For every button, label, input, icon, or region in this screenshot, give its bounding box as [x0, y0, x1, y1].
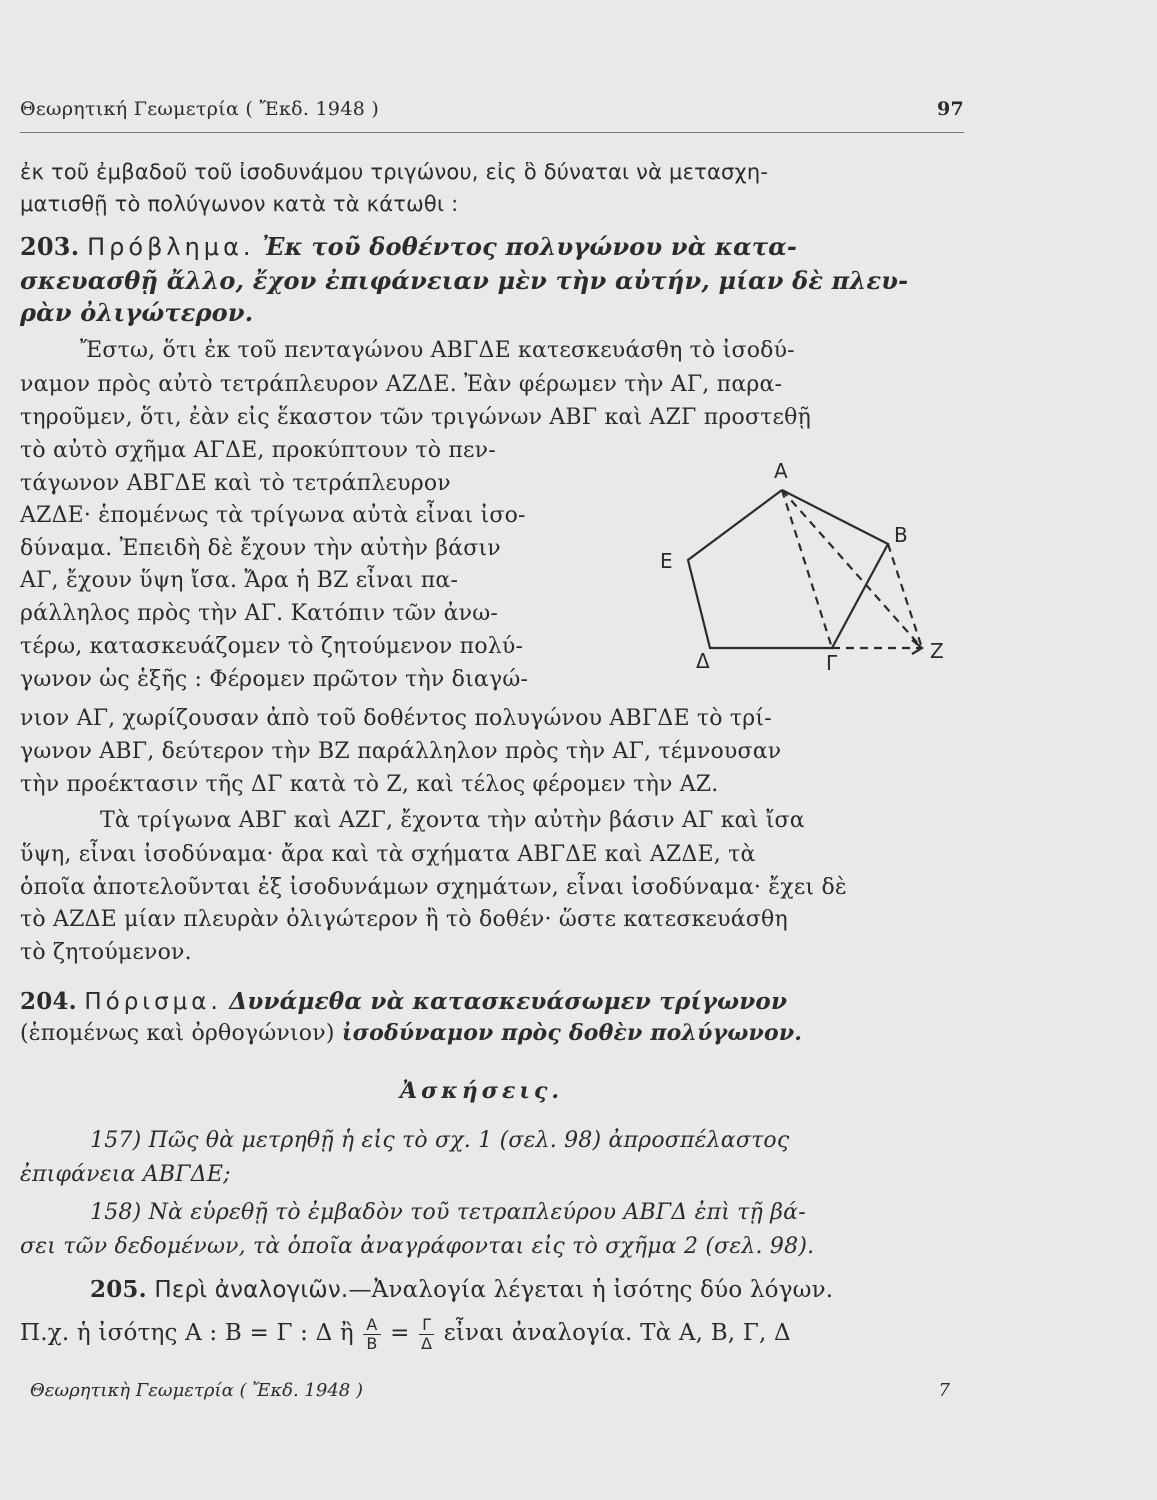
section-205-line	[20, 1316, 791, 1352]
intro-line: ἐκ τοῦ ἐμβαδοῦ τοῦ ἰσοδυνάμου τριγώνου, εἰς ὃ δύναται νὰ μετασχη-	[20, 160, 769, 184]
body-line: Ἔστω, ὅτι ἐκ τοῦ πενταγώνου ΑΒΓΔΕ κατεσκευάσθη τὸ ἰσοδύ-	[80, 338, 795, 363]
running-title: Θεωρητική Γεωμετρία ( Ἔκδ. 1948 )	[20, 98, 380, 120]
label-z: Ζ	[930, 639, 944, 663]
section-205-heading	[90, 1276, 833, 1303]
page-number: 97	[936, 98, 964, 120]
body-line: δύναμα. Ἐπειδὴ δὲ ἔχουν τὴν αὐτὴν βάσιν	[20, 536, 501, 561]
exercise-158: 158) Νὰ εὑρεθῇ τὸ ἐμβαδὸν τοῦ τετραπλεύρου ΑΒΓΔ ἐπὶ τῇ βά-	[90, 1200, 806, 1225]
body-line: ναμον πρὸς αὐτὸ τετράπλευρον ΑΖΔΕ. Ἐὰν φέρωμεν τὴν ΑΓ, παρα-	[20, 372, 783, 397]
page-footer	[30, 1380, 950, 1401]
pentagon-outline	[688, 490, 888, 648]
body-line: ὕψη, εἶναι ἰσοδύναμα· ἄρα καὶ τὰ σχήματα ΑΒΓΔΕ καὶ ΑΖΔΕ, τὰ	[20, 842, 756, 867]
body-line: τέρω, κατασκευάζομεν τὸ ζητούμενον πολύ-	[20, 634, 524, 659]
porisma-number: 204.	[20, 988, 77, 1015]
body-line: γωνον ΑΒΓ, δεύτερον τὴν ΒΖ παράλληλον πρὸς τὴν ΑΓ, τέμνουσαν	[20, 739, 782, 764]
fraction-a-over-b: $\frac{A}{B}$	[363, 1316, 380, 1352]
header-rule	[20, 132, 964, 133]
problem-statement: ρὰν ὀλιγώτερον.	[20, 298, 254, 327]
exercises-title: Ἀσκήσεις.	[400, 1078, 564, 1104]
problem-number: 203.	[20, 232, 80, 261]
problem-statement: Ἐκ τοῦ δοθέντος πολυγώνου νὰ κατα-	[262, 232, 798, 261]
body-line: γωνον ὡς ἑξῆς : Φέρομεν πρῶτον τὴν διαγώ-	[20, 667, 529, 692]
segment-az	[782, 490, 922, 648]
problem-heading	[20, 232, 797, 261]
label-e: Ε	[660, 549, 673, 573]
body-line: τὴν προέκτασιν τῆς ΔΓ κατὰ τὸ Ζ, καὶ τέλος φέρομεν τὴν ΑΖ.	[20, 772, 719, 797]
porisma-heading	[20, 988, 787, 1015]
signature-mark: 7	[938, 1380, 950, 1401]
porisma-note: (ἑπομένως καὶ ὀρθογώνιον)	[20, 1021, 335, 1046]
proportion-text: Π.χ. ἡ ἰσότης Α : Β = Γ : Δ ἢ	[20, 1320, 354, 1347]
problem-statement: σκευασθῇ ἄλλο, ἔχον ἐπιφάνειαν μὲν τὴν αὐτήν, μίαν δὲ πλευ-	[20, 266, 909, 295]
porisma-statement: ἰσοδύναμον πρὸς δοθὲν πολύγωνον.	[341, 1020, 803, 1046]
label-d: Δ	[696, 649, 710, 673]
body-line: τηροῦμεν, ὅτι, ἐὰν εἰς ἕκαστον τῶν τριγώνων ΑΒΓ καὶ ΑΖΓ προστεθῇ	[20, 405, 811, 430]
label-b: Β	[894, 523, 908, 547]
label-a: Α	[774, 460, 788, 483]
body-line: ὁποῖα ἀποτελοῦνται ἐξ ἰσοδυνάμων σχημάτων, εἶναι ἰσοδύναμα· ἔχει δὲ	[20, 875, 847, 900]
label-g: Γ	[826, 651, 838, 675]
body-line: νιον ΑΓ, χωρίζουσαν ἀπὸ τοῦ δοθέντος πολυγώνου ΑΒΓΔΕ τὸ τρί-	[20, 706, 772, 731]
pentagon-diagram	[660, 460, 950, 690]
porisma-statement: Δυνάμεθα νὰ κατασκευάσωμεν τρίγωνον	[229, 988, 788, 1015]
pentagon-figure	[660, 460, 950, 690]
exercise-158: σει τῶν δεδομένων, τὰ ὁποῖα ἀναγράφονται εἰς τὸ σχῆμα 2 (σελ. 98).	[20, 1234, 815, 1259]
proportion-text: εἶναι ἀναλογία. Τὰ Α, Β, Γ, Δ	[443, 1320, 791, 1347]
footer-title: Θεωρητικὴ Γεωμετρία ( Ἔκδ. 1948 )	[30, 1380, 363, 1401]
intro-line: ματισθῇ τὸ πολύγωνον κατὰ τὰ κάτωθι :	[20, 192, 459, 216]
diagonal-ag	[782, 490, 832, 648]
section-number: 205.	[90, 1276, 147, 1303]
porisma-label: Πόρισμα.	[84, 989, 222, 1015]
body-line: τὸ ζητούμενον.	[20, 940, 192, 965]
section-title: Περὶ ἀναλογιῶν.	[154, 1277, 349, 1303]
fraction-g-over-d: $\frac{\Gamma}{\Delta}$	[421, 1315, 433, 1353]
exercise-157: ἐπιφάνεια ΑΒΓΔΕ;	[20, 1162, 231, 1187]
body-line: ΑΓ, ἔχουν ὕψη ἴσα. Ἄρα ἡ ΒΖ εἶναι πα-	[20, 568, 459, 593]
body-line: ΑΖΔΕ· ἑπομένως τὰ τρίγωνα αὐτὰ εἶναι ἰσο-	[20, 503, 526, 528]
section-text: —Ἀναλογία λέγεται ἡ ἰσότης δύο λόγων.	[348, 1277, 834, 1303]
body-line: τὸ αὐτὸ σχῆμα ΑΓΔΕ, προκύπτουν τὸ πεν-	[20, 438, 496, 463]
body-line: Τὰ τρίγωνα ΑΒΓ καὶ ΑΖΓ, ἔχοντα τὴν αὐτὴν βάσιν ΑΓ καὶ ἴσα	[100, 808, 805, 833]
page-header	[20, 98, 964, 120]
segment-bz	[888, 544, 922, 648]
exercise-157: 157) Πῶς θὰ μετρηθῇ ἡ εἰς τὸ σχ. 1 (σελ. 98) ἀπροσπέλαστος	[90, 1128, 790, 1153]
body-line: τάγωνον ΑΒΓΔΕ καὶ τὸ τετράπλευρον	[20, 471, 451, 496]
body-line: ράλληλος πρὸς τὴν ΑΓ. Κατόπιν τῶν ἀνω-	[20, 601, 499, 626]
problem-label: Πρόβλημα.	[87, 233, 255, 261]
body-line: τὸ ΑΖΔΕ μίαν πλευρὰν ὀλιγώτερον ἢ τὸ δοθέν· ὥστε κατεσκευάσθη	[20, 907, 788, 932]
porisma-line	[20, 1020, 802, 1046]
equals-sign: =	[390, 1320, 410, 1347]
